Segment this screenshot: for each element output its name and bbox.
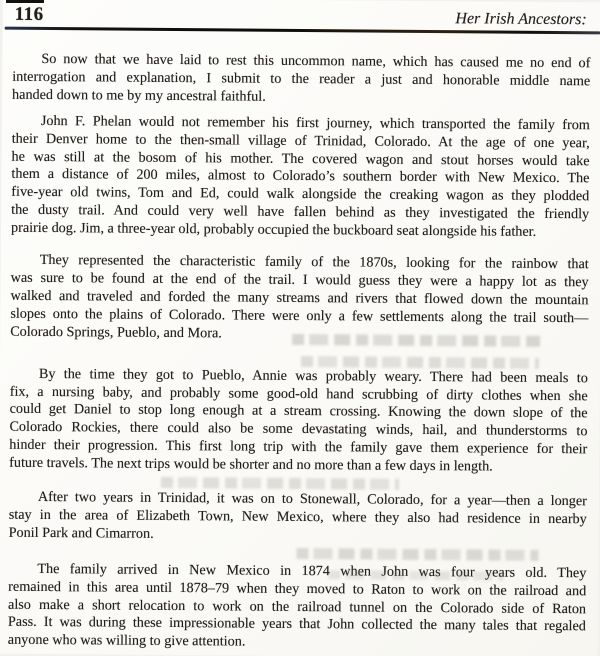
text-line: walked and traveled and forded the many streams and rivers that flowed down the mountain bbox=[10, 287, 589, 309]
scan-edge-artifact bbox=[6, 0, 44, 3]
paragraph bbox=[12, 51, 590, 109]
text-line: anyone who was willing to give attention. bbox=[7, 632, 246, 650]
text-line: future travels. The next trips would be shorter and no more than a few days in length. bbox=[9, 454, 493, 475]
text-line: fix, a nursing baby, and probably some good-old hand scrubbing of dirty clothes when she bbox=[9, 383, 588, 404]
text-line: the dusty trail. And could very well have fallen behind as they investigated the friendly bbox=[11, 201, 590, 223]
paragraph bbox=[11, 112, 590, 242]
text-line: Pass. It was during these impressionable years that John collected the many tales that regaled bbox=[7, 614, 586, 635]
text-line: he was still at the bosom of his mother. The covered wagon and stout horses would take bbox=[11, 148, 590, 169]
text-line: hinder their progression. This first long trip with the family gave them experience for their bbox=[9, 436, 588, 458]
text-line: slopes onto the plains of Colorado. There were only a few settlements along the trail south— bbox=[10, 305, 589, 327]
text-line: The family arrived in New Mexico in 1874 when John was four years old. They bbox=[37, 560, 587, 582]
paragraph bbox=[9, 489, 587, 547]
paragraph bbox=[9, 365, 588, 477]
text-line: prairie dog. Jim, a three-year old, probably occupied the buckboard seat alongside his father. bbox=[10, 219, 537, 241]
text-line: their Denver home to the then-small village of Trinidad, Colorado. At the age of one year, bbox=[11, 130, 590, 151]
running-title: Her Irish Ancestors: bbox=[455, 10, 587, 29]
text-line: also make a short relocation to work on the railroad tunnel on the Colorado side of Raton bbox=[8, 596, 587, 617]
text-line: John F. Phelan would not remember his first journey, which transported the family from bbox=[40, 112, 590, 133]
page-number: 116 bbox=[14, 3, 44, 25]
text-line: Colorado Rockies, there could also be some devastating winds, hail, and thunderstorms to bbox=[9, 419, 588, 440]
text-line: remained in this area until 1878–79 when they moved to Raton to work on the railroad and bbox=[8, 578, 587, 599]
text-line: Colorado Springs, Pueblo, and Mora. bbox=[10, 323, 222, 342]
text-line: They represented the characteristic family of the 1870s, looking for the rainbow that bbox=[39, 252, 589, 273]
text-line: them a distance of 200 miles, almost to Colorado’s southern border with New Mexico. The bbox=[11, 166, 590, 187]
ink-bleed-through-artifact bbox=[301, 356, 539, 369]
ink-bleed-through-artifact bbox=[161, 477, 399, 490]
text-line: So now that we have laid to rest this uncommon name, which has caused me no end of bbox=[41, 50, 591, 72]
text-line: Ponil Park and Cimarron. bbox=[8, 524, 154, 542]
text-line: interrogation and explanation, I submit to the reader a just and honorable middle name bbox=[12, 68, 591, 90]
text-line: five-year old twins, Tom and Ed, could walk alongside the creaking wagon as they plodded bbox=[11, 184, 590, 205]
ink-bleed-through-artifact bbox=[296, 548, 538, 561]
ink-bleed-through-artifact bbox=[328, 570, 503, 580]
text-line: By the time they got to Pueblo, Annie was probably weary. There had been meals to bbox=[38, 365, 588, 386]
text-line: was sure to be found at the end of the trail. I would guess they were a happy lot as they bbox=[10, 269, 589, 291]
text-line: could get Daniel to stop long enough at a stream crossing. Knowing the down slope of the bbox=[9, 401, 588, 422]
ink-bleed-through-artifact bbox=[292, 334, 540, 347]
paragraph bbox=[10, 252, 589, 346]
text-line: handed down to me by my ancestral faithful. bbox=[12, 86, 266, 105]
page-header bbox=[3, 0, 600, 30]
text-line: After two years in Trinidad, it was on to Stonewall, Colorado, for a year—then a longer bbox=[37, 488, 587, 510]
text-line: stay in the area of Elizabeth Town, New Mexico, where they also had residence in nearby bbox=[8, 506, 587, 528]
